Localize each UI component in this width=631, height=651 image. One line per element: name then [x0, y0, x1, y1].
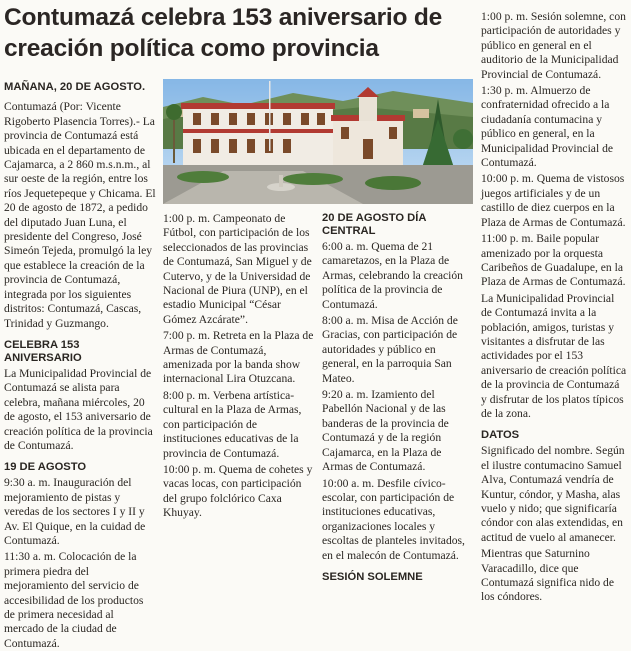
- section-title-19-agosto: 19 DE AGOSTO: [4, 461, 87, 474]
- agenda-item: 1:00 p. m. Sesión solemne, con participación de autoridades y público en general en el auditorio de la Municipalidad Provincial de Contumazá.: [481, 10, 626, 81]
- datos-paragraph: Significado del nombre. Según el ilustre contumacino Samuel Alva, Contumazá vendría de Kuntur, cóndor, y Masha, alas vuelo y nido; que significaría cóndor con alas extendidas, en actitud de vuelo al amanecer.: [481, 444, 625, 544]
- dateline: MAÑANA, 20 DE AGOSTO.: [4, 81, 146, 93]
- column-2: [163, 212, 315, 523]
- agenda-item: 10:00 p. m. Quema de vistosos juegos artificiales y de un castillo de diez cuerpos en la Plaza de Armas de Contumazá.: [481, 172, 626, 229]
- section-title-sesion: SESIÓN SOLEMNE: [322, 570, 423, 583]
- column-4: [481, 10, 627, 607]
- agenda-item: 8:00 a. m. Misa de Acción de Gracias, con participación de autoridades y público en general, en la parroquia San Mateo.: [322, 314, 458, 385]
- column-3: [322, 212, 474, 586]
- section-title-datos: DATOS: [481, 429, 520, 442]
- agenda-item: 10:00 p. m. Quema de cohetes y vacas locas, con participación del grupo folclórico Caxa Khuyay.: [163, 462, 313, 520]
- agenda-item: 10:00 a. m. Desfile cívico-escolar, con participación de instituciones educativas, organizaciones locales y escoltas de planteles invitados, en el malecón de Contumazá.: [322, 476, 465, 562]
- agenda-item: 9:30 a. m. Inauguración del mejoramiento de pistas y veredas de los sectores I y II y Av. El Quique, en la cuidad de Contumazá.: [4, 476, 146, 547]
- column-1: [4, 80, 156, 651]
- agenda-item: 1:00 p. m. Campeonato de Fútbol, con participación de los seleccionados de las provincias de Contumazá, San Miguel y de Cutervo, y de la Universidad de Nacional de Piura (UNP), en el estadio Municipal “César Gómez Azcárate”.: [163, 212, 312, 326]
- agenda-item: 11:00 p. m. Baile popular amenizado por la orquesta Caribeños de Guadalupe, en la Plaza de Armas de Contumazá.: [481, 232, 626, 289]
- plaza-photo: [163, 79, 473, 204]
- agenda-item: 11:30 a. m. Colocación de la primera piedra del mejoramiento del servicio de accesibilidad de los productos de primera necesidad al mercado de la ciudad de Contumazá.: [4, 550, 144, 650]
- section-title-20-agosto: 20 DE AGOSTO DÍA CENTRAL: [322, 212, 427, 237]
- agenda-item: 9:20 a. m. Izamiento del Pabellón Nacional y de las banderas de la provincia de Contumazá y de la región Cajamarca, en la Plaza de Armas de Contumazá.: [322, 388, 449, 474]
- invitation-paragraph: La Municipalidad Provincial de Contumazá invita a la población, amigos, turistas y visitantes a disfrutar de las actividades por el 153 aniversario de creación política de la provincia de Contumazá y disfrutar de los platos típicos de la zona.: [481, 291, 627, 420]
- intro-paragraph: Contumazá (Por: Vicente Rigoberto Plasencia Torres).- La provincia de Contumazá está ubicada en el departamento de Cajamarca, a 2 860 m.s.n.m., al sur oeste de la región, entre los ríos Jequetepeque y Chicama. El 20 de agosto de 1872, a pedido del diputado Juan Luna, el presidente del Congreso, José Simeón Tejeda, promulgó la ley que establece la creación de la provincia de Contumazá, integrada por los siguientes distritos: Contumazá, Cascas, Trinidad y Guzmango.: [4, 100, 156, 330]
- agenda-item: 7:00 p. m. Retreta en la Plaza de Armas de Contumazá, amenizada por la banda show internacional Lira Otuzcana.: [163, 329, 314, 386]
- headline: Contumazá celebra 153 aniversario de creación política como provincia: [4, 4, 443, 62]
- agenda-item: 8:00 p. m. Verbena artística-cultural en la Plaza de Armas, con participación de instituciones educativas de la provincia de Contumazá.: [163, 388, 302, 460]
- datos-paragraph: Mientras que Saturnino Varacadillo, dice que Contumazá significa nido de los cóndores.: [481, 547, 614, 604]
- section-title-celebra: CELEBRA 153 ANIVERSARIO: [4, 338, 82, 364]
- agenda-item: 6:00 a. m. Quema de 21 camaretazos, en la Plaza de Armas, celebrando la creación política de la provincia de Contumazá.: [322, 240, 463, 311]
- celebra-paragraph: La Municipalidad Provincial de Contumazá se alista para celebra, mañana miércoles, 20 de agosto, el 153 aniversario de creación política de la provincia de Contumazá.: [4, 366, 153, 452]
- agenda-item: 1:30 p. m. Almuerzo de confraternidad ofrecido a la ciudadanía contumacina y público en general, en la Municipalidad Provincial de Contumazá.: [481, 84, 614, 170]
